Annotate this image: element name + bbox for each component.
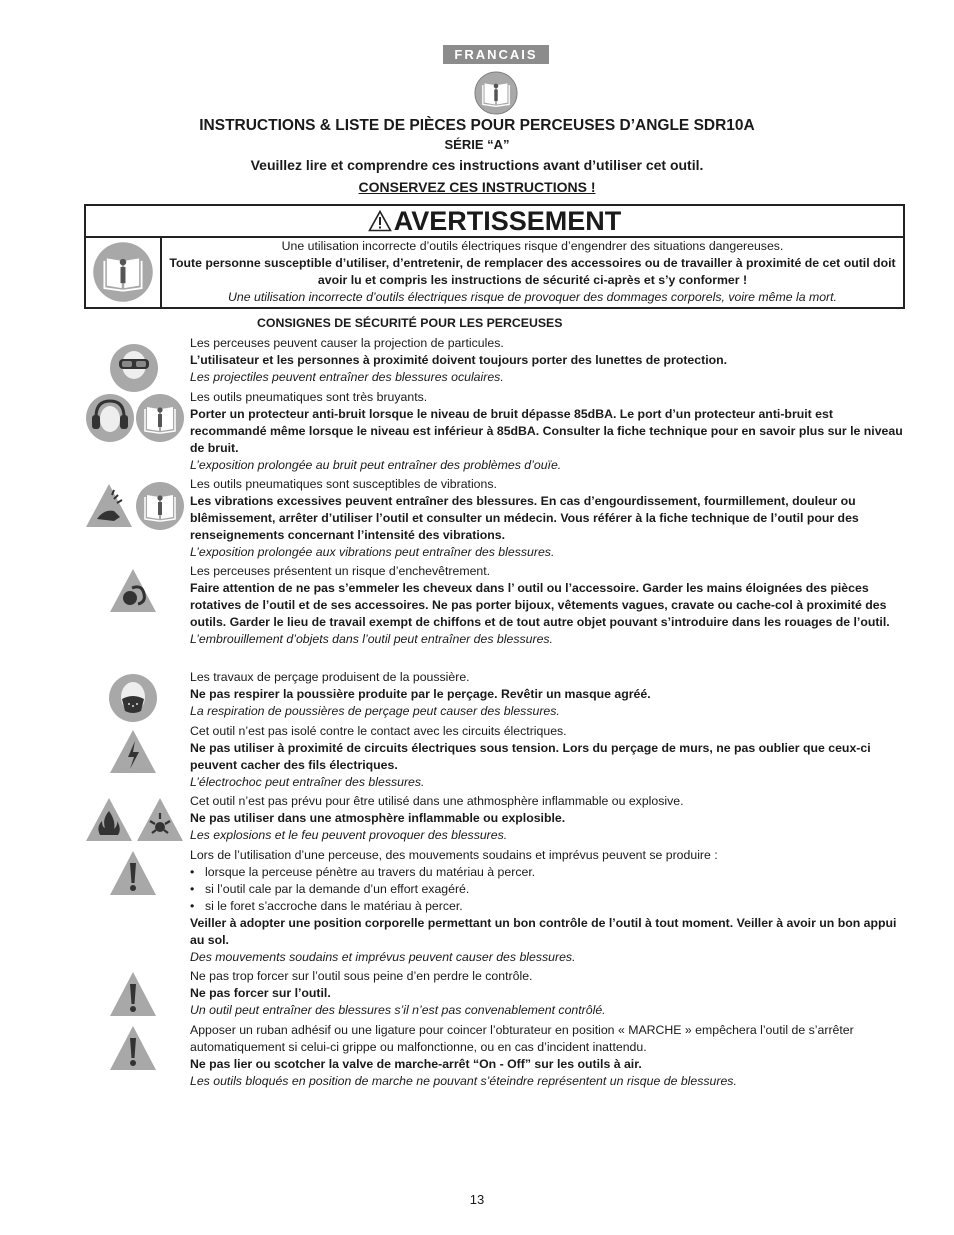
- item-consequence: La respiration de poussières de perçage peut causer des blessures.: [190, 704, 560, 718]
- exclamation-warning-icon: [108, 1024, 158, 1074]
- item-intro: Apposer un ruban adhésif ou une ligature pour coincer l’obturateur en position « MARCHE » empêchera l’outil de s’arrêter automatiquement si celui-ci grippe ou malfonctionne, ou en cas d’incident inattendu.: [190, 1023, 854, 1054]
- item-rule: Ne pas lier ou scotcher la valve de marche-arrêt “On - Off” sur les outils à air.: [190, 1057, 642, 1071]
- item-consequence: L’électrochoc peut entraîner des blessures.: [190, 775, 425, 789]
- safety-item-force: [190, 968, 910, 1019]
- item-bullet: • lorsque la perceuse pénètre au travers du matériau à percer.: [190, 864, 910, 881]
- item-intro: Cet outil n’est pas isolé contre le contact avec les circuits électriques.: [190, 724, 567, 738]
- safety-item-noise: [190, 389, 910, 474]
- warning-triangle-icon: [368, 210, 392, 232]
- item-intro: Les outils pneumatiques sont susceptibles de vibrations.: [190, 477, 497, 491]
- item-intro: Cet outil n’est pas prévu pour être utilisé dans une athmosphère inflammable ou explosive.: [190, 794, 684, 808]
- electric-shock-icon: [108, 727, 158, 777]
- item-rule: Ne pas utiliser à proximité de circuits électriques sous tension. Lors du perçage de murs, ne pas oublier que ceux-ci peuvent cacher des fils électriques.: [190, 741, 871, 772]
- item-consequence: Un outil peut entraîner des blessures s’il n’est pas convenablement contrôlé.: [190, 1003, 606, 1017]
- warning-line-3: Une utilisation incorrecte d’outils électriques risque de provoquer des dommages corporels, voire même la mort.: [228, 290, 837, 304]
- ear-protection-icon: [85, 393, 135, 443]
- exclamation-warning-icon: [108, 849, 158, 899]
- item-consequence: Les explosions et le feu peuvent provoquer des blessures.: [190, 828, 508, 842]
- item-rule: Faire attention de ne pas s’emmeler les cheveux dans l’ outil ou l’accessoire. Garder les mains éloignées des pièces rotatives de l’outil et de ses accessoires. Ne pas porter bijoux, vêtements vagues, cravate ou cache-col à proximité des outils. Garder le lieu de travail exempt de chiffons et de tout autre objet pouvant s’introduire dans les rouages de l’outil.: [190, 581, 890, 629]
- item-consequence: Des mouvements soudains et imprévus peuvent causer des blessures.: [190, 950, 576, 964]
- flammable-icon: [84, 795, 134, 845]
- read-manual-icon: [135, 393, 185, 443]
- item-rule: Veiller à adopter une position corporelle permettant un bon contrôle de l’outil à tout moment. Veiller à avoir un bon appui au sol.: [190, 916, 897, 947]
- vibration-warning-icon: [84, 481, 134, 531]
- warning-line-1: Une utilisation incorrecte d’outils électriques risque d’engendrer des situations dangereuses.: [281, 239, 784, 253]
- item-intro: Les perceuses peuvent causer la projection de particules.: [190, 336, 504, 350]
- item-rule: Ne pas utiliser dans une atmosphère inflammable ou explosible.: [190, 811, 566, 825]
- safety-item-explosive: [190, 793, 910, 844]
- item-intro: Les outils pneumatiques sont très bruyants.: [190, 390, 428, 404]
- item-consequence: Les outils bloqués en position de marche ne pouvant s’éteindre représentent un risque de blessures.: [190, 1074, 737, 1088]
- dust-mask-icon: [108, 673, 158, 723]
- item-intro: Les travaux de perçage produisent de la poussière.: [190, 670, 470, 684]
- warning-line-2: Toute personne susceptible d’utiliser, d’entretenir, de remplacer des accessoires ou de travailler à proximité de cet outil doit avoir lu et compris les instructions de sécurité ci-après et s’y conformer !: [169, 256, 896, 287]
- item-consequence: L’exposition prolongée au bruit peut entraîner des problèmes d’ouïe.: [190, 458, 562, 472]
- series-label: SÉRIE “A”: [444, 137, 510, 152]
- item-consequence: L’embrouillement d’objets dans l’outil peut entraîner des blessures.: [190, 632, 553, 646]
- safety-item-entanglement: [190, 563, 910, 648]
- read-manual-icon: [135, 481, 185, 531]
- safety-item-dust: [190, 669, 910, 720]
- page-number: 13: [469, 1192, 485, 1207]
- explosive-icon: [135, 795, 185, 845]
- item-intro: Les perceuses présentent un risque d’enchevêtrement.: [190, 564, 491, 578]
- section-title: CONSIGNES DE SÉCURITÉ POUR LES PERCEUSES: [257, 316, 563, 330]
- read-manual-icon: [474, 71, 518, 115]
- item-rule: Les vibrations excessives peuvent entraîner des blessures. En cas d’engourdissement, fourmillement, douleur ou blêmissement, arrêter d’utiliser l’outil et consulter un médecin. Vous référer à la fiche technique de l’outil pour des renseignements concernant l’intensité des vibrations.: [190, 494, 859, 542]
- item-rule: Porter un protecteur anti-bruit lorsque le niveau de bruit dépasse 85dBA. Le port d’un protecteur anti-bruit est recommandé même lorsque le niveau est inférieur à 85dBA. Consulter la fiche technique pour en savoir plus sur le niveau de bruit.: [190, 407, 903, 455]
- item-intro: Ne pas trop forcer sur l’outil sous peine d’en perdre le contrôle.: [190, 969, 533, 983]
- warning-heading-text: AVERTISSEMENT: [393, 206, 622, 236]
- item-rule: Ne pas respirer la poussière produite par le perçage. Revêtir un masque agréé.: [190, 687, 651, 701]
- read-manual-icon: [92, 241, 154, 303]
- safety-item-trigger-lock: [190, 1022, 910, 1090]
- warning-heading: [86, 206, 903, 238]
- language-tab: FRANCAIS: [443, 45, 549, 64]
- safety-goggles-icon: [109, 343, 159, 393]
- item-consequence: L’exposition prolongée aux vibrations peut entraîner des blessures.: [190, 545, 555, 559]
- warning-box: [84, 204, 905, 309]
- item-consequence: Les projectiles peuvent entraîner des blessures oculaires.: [190, 370, 504, 384]
- item-bullet: • si le foret s’accroche dans le matériau à percer.: [190, 898, 910, 915]
- item-intro: Lors de l’utilisation d’une perceuse, des mouvements soudains et imprévus peuvent se produire :: [190, 848, 718, 862]
- warning-text: [162, 237, 903, 307]
- item-rule: L’utilisateur et les personnes à proximité doivent toujours porter des lunettes de protection.: [190, 353, 728, 367]
- safety-item-sudden-movement: [190, 847, 910, 966]
- exclamation-warning-icon: [108, 970, 158, 1020]
- keep-instructions-notice: CONSERVEZ CES INSTRUCTIONS !: [358, 179, 596, 195]
- safety-item-electrical: [190, 723, 910, 791]
- safety-item-vibration: [190, 476, 910, 561]
- entanglement-warning-icon: [108, 566, 158, 616]
- warning-icon-cell: [86, 236, 162, 307]
- read-notice: Veuillez lire et comprendre ces instructions avant d’utiliser cet outil.: [250, 157, 704, 173]
- item-bullet: • si l’outil cale par la demande d’un effort exagéré.: [190, 881, 910, 898]
- item-rule: Ne pas forcer sur l’outil.: [190, 986, 331, 1000]
- document-title: INSTRUCTIONS & LISTE DE PIÈCES POUR PERCEUSES D’ANGLE SDR10A: [199, 117, 755, 134]
- safety-item-eye: [190, 335, 910, 386]
